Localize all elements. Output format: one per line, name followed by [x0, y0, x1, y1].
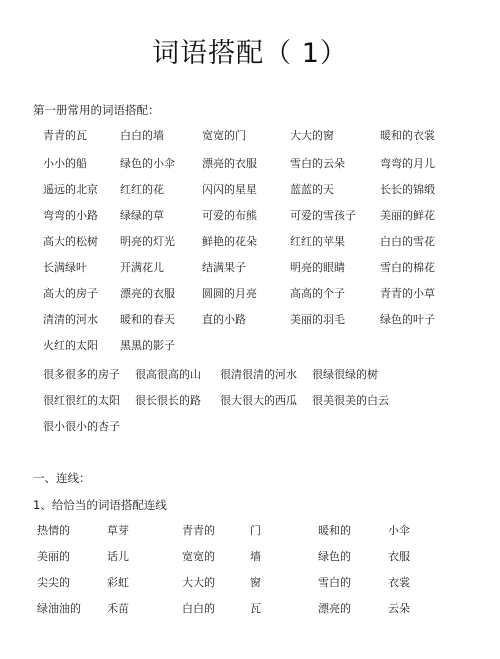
phrase: 长长的锦缎: [380, 183, 435, 196]
phrase: 青青的小草: [380, 287, 435, 300]
match-word: 白白的: [182, 602, 215, 615]
phrase: 很美很美的白云: [312, 394, 389, 407]
match-word: 热情的: [37, 524, 70, 537]
phrase: 很小很小的杏子: [43, 420, 120, 433]
phrase-row: [0, 127, 500, 145]
phrase: 明亮的眼睛: [290, 261, 345, 274]
phrase: 很绿很绿的树: [312, 368, 378, 381]
phrase: 白白的墙: [120, 129, 164, 142]
phrase: 结满果子: [202, 261, 246, 274]
match-word: 墙: [250, 550, 261, 563]
phrase: 美丽的羽毛: [290, 313, 345, 326]
phrase: 漂亮的衣服: [120, 287, 175, 300]
match-word: 尖尖的: [37, 576, 70, 589]
phrase: 宽宽的门: [202, 129, 246, 142]
phrase: 弯弯的月儿: [380, 157, 435, 170]
phrase: 火红的太阳: [43, 339, 98, 352]
phrase: 很大很大的西瓜: [220, 394, 297, 407]
phrase: 美丽的鲜花: [380, 209, 435, 222]
phrase: 鲜艳的花朵: [202, 235, 257, 248]
phrase: 青青的瓦: [43, 129, 87, 142]
phrase: 红红的苹果: [290, 235, 345, 248]
phrase: 闪闪的星星: [202, 183, 257, 196]
phrase-row: [0, 311, 500, 329]
phrase: 高大的房子: [43, 287, 98, 300]
phrase: 绿绿的草: [120, 209, 164, 222]
phrase: 暖和的衣裳: [380, 129, 435, 142]
phrase: 绿色的小伞: [120, 157, 175, 170]
match-word: 绿色的: [318, 550, 351, 563]
phrase: 开满花儿: [120, 261, 164, 274]
match-word: 宽宽的: [182, 550, 215, 563]
phrase: 漂亮的衣服: [202, 157, 257, 170]
phrase: 很高很高的山: [135, 368, 201, 381]
matching-row: [0, 522, 500, 540]
phrase: 明亮的灯光: [120, 235, 175, 248]
phrase-row: [0, 259, 500, 277]
phrase: 很红很红的太阳: [43, 394, 120, 407]
phrase: 小小的船: [43, 157, 87, 170]
match-word: 雪白的: [318, 576, 351, 589]
matching-row: [0, 548, 500, 566]
phrase: 高高的个子: [290, 287, 345, 300]
match-word: 青青的: [182, 524, 215, 537]
match-word: 美丽的: [37, 550, 70, 563]
phrase: 高大的松树: [43, 235, 98, 248]
matching-row: [0, 600, 500, 618]
phrase: 清清的河水: [43, 313, 98, 326]
phrase: 红红的花: [120, 183, 164, 196]
phrase-row: [0, 285, 500, 303]
phrase-row: [0, 337, 500, 355]
phrase: 很长很长的路: [135, 394, 201, 407]
match-word: 衣服: [388, 550, 410, 563]
phrase: 可爱的雪孩子: [290, 209, 356, 222]
phrase: 大大的窗: [290, 129, 334, 142]
match-word: 禾苗: [107, 602, 129, 615]
phrase: 绿色的叶子: [380, 313, 435, 326]
match-word: 话儿: [107, 550, 129, 563]
phrase: 长满绿叶: [43, 261, 87, 274]
phrase-row: [0, 392, 500, 410]
subheading-common-phrases: 第一册常用的词语搭配：: [33, 103, 160, 117]
exercise-instruction: 1、给恰当的词语搭配连线: [33, 498, 167, 512]
phrase-row: [0, 181, 500, 199]
phrase: 暖和的春天: [120, 313, 175, 326]
phrase-row: [0, 233, 500, 251]
phrase-row: [0, 155, 500, 173]
phrase: 圆圆的月亮: [202, 287, 257, 300]
phrase-row: [0, 418, 500, 436]
match-word: 草芽: [107, 524, 129, 537]
match-word: 衣裳: [388, 576, 410, 589]
match-word: 小伞: [388, 524, 410, 537]
match-word: 彩虹: [107, 576, 129, 589]
phrase: 蓝蓝的天: [290, 183, 334, 196]
match-word: 漂亮的: [318, 602, 351, 615]
phrase: 可爱的布熊: [202, 209, 257, 222]
phrase-row: [0, 207, 500, 225]
phrase: 很多很多的房子: [43, 368, 120, 381]
section-heading: 一、连线：: [33, 471, 91, 485]
phrase: 黑黑的影子: [120, 339, 175, 352]
phrase: 直的小路: [202, 313, 246, 326]
phrase: 雪白的棉花: [380, 261, 435, 274]
match-word: 绿油油的: [37, 602, 81, 615]
phrase: 雪白的云朵: [290, 157, 345, 170]
phrase: 遥远的北京: [43, 183, 98, 196]
match-word: 大大的: [182, 576, 215, 589]
matching-row: [0, 574, 500, 592]
match-word: 瓦: [250, 602, 261, 615]
phrase: 弯弯的小路: [43, 209, 98, 222]
match-word: 云朵: [388, 602, 410, 615]
match-word: 门: [250, 524, 261, 537]
match-word: 暖和的: [318, 524, 351, 537]
phrase: 很清很清的河水: [220, 368, 297, 381]
match-word: 窗: [250, 576, 261, 589]
phrase: 白白的雪花: [380, 235, 435, 248]
phrase-row: [0, 366, 500, 384]
page-title: 词语搭配（ 1）: [152, 38, 348, 69]
